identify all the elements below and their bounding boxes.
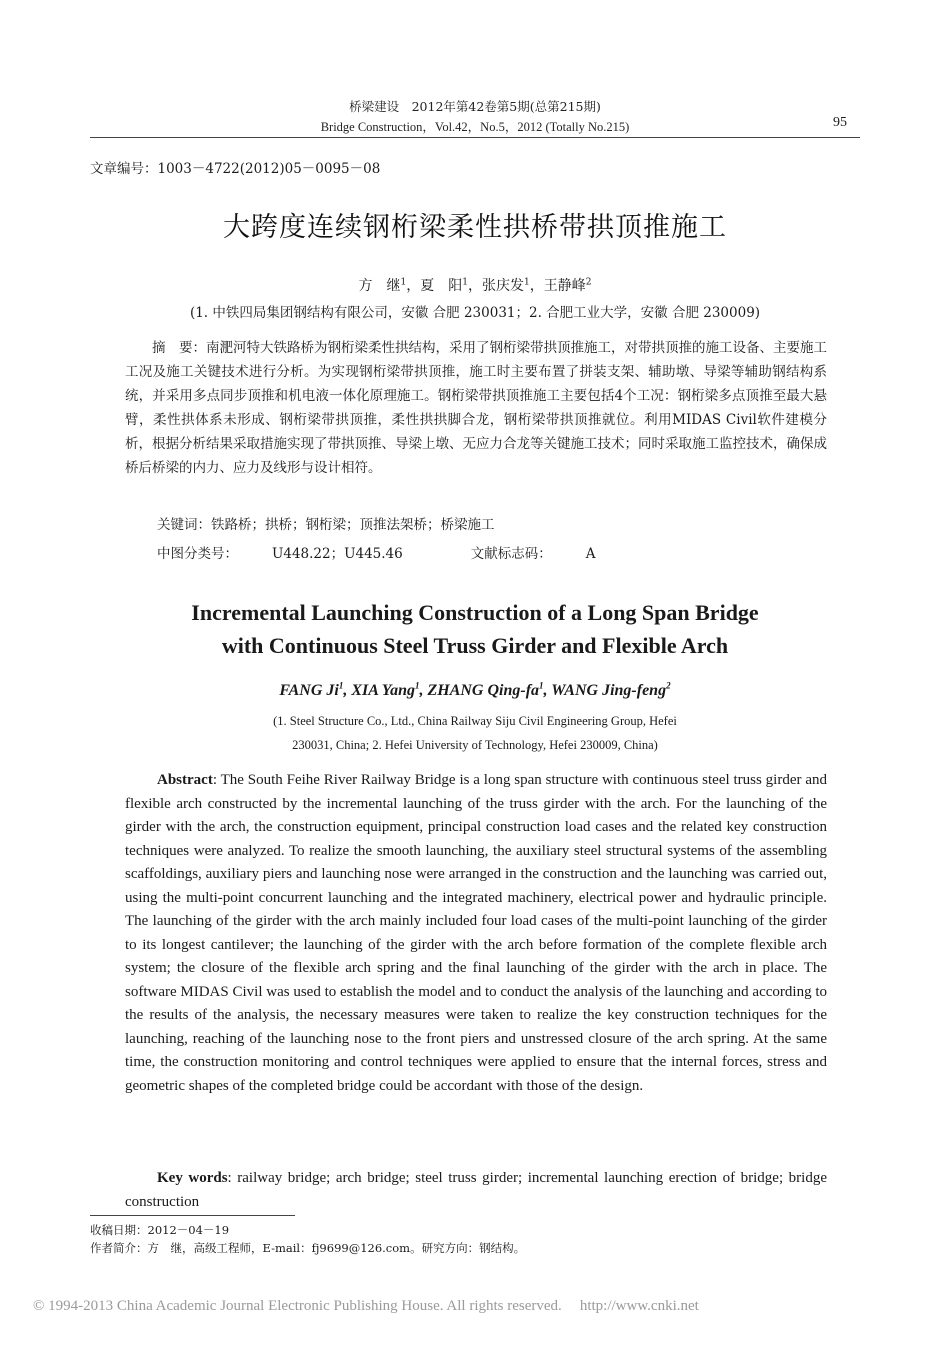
cn-author: 方 继$^1$ bbox=[358, 277, 407, 294]
en-abstract-label: Abstract bbox=[157, 772, 213, 788]
received-date: 收稿日期：2012－04－19 bbox=[90, 1223, 230, 1237]
cn-abstract bbox=[125, 336, 827, 480]
page-number: 95 bbox=[833, 115, 847, 130]
en-affiliation-line: (1. Steel Structure Co., Ltd., China Railway Siju Civil Engineering Group, Hefei bbox=[273, 714, 677, 728]
cn-keywords-label: 关键词： bbox=[157, 517, 211, 533]
cn-authors: 方 继$^1$，夏 阳$^1$，张庆发$^1$，王静峰$^2$ bbox=[358, 277, 592, 294]
copyright-text: © 1994-2013 China Academic Journal Electronic Publishing House. All rights reserved. bbox=[33, 1298, 562, 1314]
en-title bbox=[0, 596, 950, 662]
en-author: FANG Ji$^1$ bbox=[279, 680, 344, 699]
cnki-url: http://www.cnki.net bbox=[579, 1298, 699, 1314]
article-number: 文章编号：1003－4722(2012)05－0095－08 bbox=[90, 161, 381, 177]
en-author: WANG Jing-feng$^2$ bbox=[551, 680, 671, 699]
en-title-line: with Continuous Steel Truss Girder and Flexible Arch bbox=[221, 633, 729, 658]
en-keywords-text: railway bridge; arch bridge; steel truss girder; incremental launching erection of bridge; bridge construction bbox=[125, 1170, 827, 1210]
en-affiliation-line: 230031, China; 2. Hefei University of Technology, Hefei 230009, China) bbox=[292, 738, 658, 752]
header-divider bbox=[90, 137, 860, 138]
journal-header-cn: 桥梁建设 2012年第42卷第5期(总第215期) bbox=[349, 99, 601, 114]
journal-header-en: Bridge Construction，Vol.42，No.5，2012 (Totally No.215) bbox=[320, 120, 630, 134]
en-authors: FANG Ji$^1$, XIA Yang$^1$, ZHANG Qing-$fa^1$, WANG Jing-feng$^2$ bbox=[279, 680, 671, 699]
en-affiliation bbox=[0, 709, 950, 757]
author-bio: 作者简介：方 继，高级工程师，E-mail：fj9699@126.com。研究方向：钢结构。 bbox=[90, 1241, 526, 1255]
document-code: 文献标志码： A bbox=[470, 546, 596, 562]
footnote-divider bbox=[90, 1215, 295, 1216]
cn-keywords bbox=[157, 513, 827, 533]
cn-keywords-text: 铁路桥；拱桥；钢桁梁；顶推法架桥；桥梁施工 bbox=[211, 517, 495, 533]
cn-author: 张庆发$^1$ bbox=[482, 277, 530, 294]
cn-author: 夏 阳$^1$ bbox=[420, 277, 468, 294]
en-title-line: Incremental Launching Construction of a Long Span Bridge bbox=[191, 600, 759, 625]
en-author: XIA Yang$^1$ bbox=[351, 680, 420, 699]
clc-number: 中图分类号： U448.22；U445.46 bbox=[157, 546, 403, 562]
en-keywords: Key words: railway bridge; arch bridge; steel truss girder; incremental launching erection of bridge; bridge construction bbox=[125, 1170, 827, 1210]
copyright-watermark bbox=[33, 1298, 699, 1315]
cn-classification bbox=[157, 542, 827, 562]
en-author: ZHANG Qing-$fa^1$ bbox=[427, 680, 544, 699]
en-abstract: Abstract: The South Feihe River Railway Bridge is a long span structure with continuous steel truss girder and flexible arch constructed by the incremental launching of the truss girder with the arch. For the launching of the girder with the arch, the construction equipment, principal construction load cases and the related key construction techniques were analyzed. To realize the smooth launching, the auxiliary steel structural systems of the assembling scaffoldings, auxiliary piers and launching nose were arranged in the construction and the launching was carried out, using the multi-point concurrent launching and the integrated machinery, electrical power and hydraulic principle. The launching of the girder with the arch mainly included four load cases of the multi-point launching of the girder to its longest cantilever; the launching of the girder with the arch before formation of the complete flexible arch system; the closure of the flexible arch spring and the final launching of the girder with the arch in place. The software MIDAS Civil was used to establish the model and to conduct the analysis of the launching and according to the results of the analysis, the necessary measures were taken to realize the key construction techniques for the launching, reaching of the launching nose to the front piers and unstressed closure of the arch spring. At the same time, the construction monitoring and control techniques were applied to ensure that the internal forces, stress and geometric shapes of the completed bridge could be accordant with those of the design. bbox=[125, 772, 827, 1094]
cn-author: 王静峰$^2$ bbox=[543, 277, 592, 294]
en-abstract-text: The South Feihe River Railway Bridge is a long span structure with continuous steel truss girder and flexible arch constructed by the incremental launching of the truss girder with the arch. For the launching of the girder with the arch, the construction equipment, principal construction load cases and the related key construction techniques were analyzed. To realize the smooth launching, the auxiliary steel structural systems of the assembling scaffoldings, auxiliary piers and launching nose were arranged in the construction and the launching was carried out, using the multi-point concurrent launching and the integrated machinery, electrical power and hydraulic principle. The launching of the girder with the arch mainly included four load cases of the multi-point launching of the girder to its longest cantilever; the launching of the girder with the arch before formation of the complete flexible arch system; the closure of the flexible arch spring and the final launching of the girder with the arch in place. The software MIDAS Civil was used to establish the model and to conduct the analysis of the launching and according to the results of the analysis, the necessary measures were taken to realize the key construction techniques for the launching, reaching of the launching nose to the front piers and unstressed closure of the arch spring. At the same time, the construction monitoring and control techniques were applied to ensure that the internal forces, stress and geometric shapes of the completed bridge could be accordant with those of the design. bbox=[125, 772, 827, 1094]
cn-affiliation: (1. 中铁四局集团钢结构有限公司，安徽 合肥 230031；2. 合肥工业大学，安徽 合肥 230009) bbox=[189, 305, 761, 321]
en-keywords-label: Key words bbox=[157, 1170, 228, 1186]
cn-title: 大跨度连续钢桁梁柔性拱桥带拱顶推施工 bbox=[223, 212, 727, 243]
cn-abstract-text: 南淝河特大铁路桥为钢桁梁柔性拱结构，采用了钢桁梁带拱顶推施工，对带拱顶推的施工设备、主要施工工况及施工关键技术进行分析。为实现钢桁梁带拱顶推，施工时主要布置了拼装支架、辅助墩、导梁等辅助钢结构系统，并采用多点同步顶推和机电液一体化原理施工。钢桁梁带拱顶推施工主要包括4个工况：钢桁梁多点顶推至最大悬臂，柔性拱体系未形成、钢桁梁带拱顶推，柔性拱拱脚合龙，钢桁梁带拱顶推就位。利用MIDAS Civil软件建模分析，根据分析结果采取措施实现了带拱顶推、导梁上墩、无应力合龙等关键施工技术；同时采取施工监控技术，确保成桥后桥梁的内力、应力及线形与设计相符。 bbox=[125, 340, 827, 476]
cn-abstract-label: 摘 要： bbox=[152, 340, 206, 356]
